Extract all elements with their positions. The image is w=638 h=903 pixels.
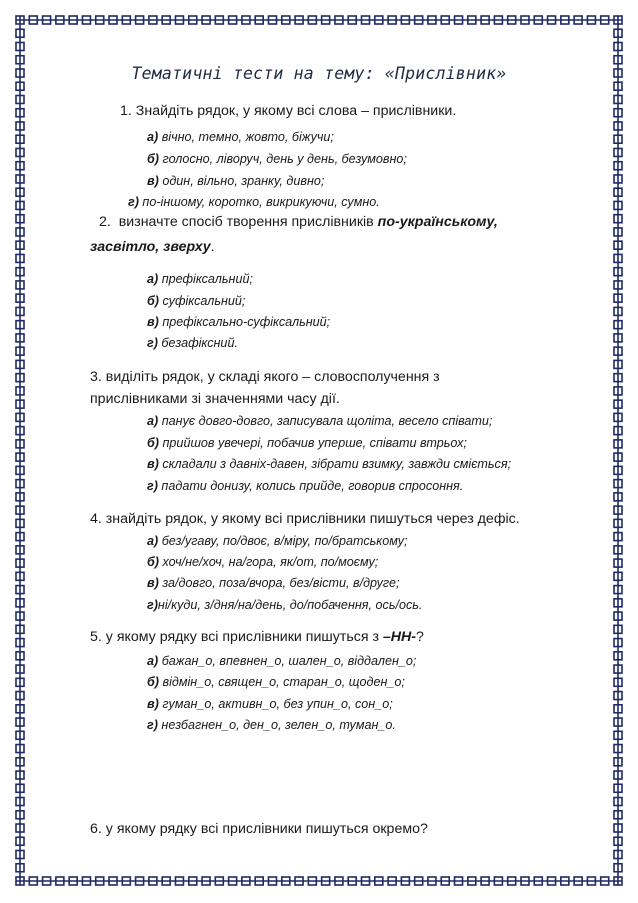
- option-letter: б): [147, 152, 159, 166]
- question-6: [90, 818, 428, 840]
- option-letter: г): [128, 195, 139, 209]
- option-text: панує довго-довго, записувала щоліта, весело співати;: [161, 414, 493, 428]
- option-4a: [147, 532, 408, 550]
- option-2a: [147, 270, 253, 288]
- option-text: прийшов увечері, побачив уперше, співати втрьох;: [162, 436, 467, 450]
- option-letter: г): [147, 718, 158, 732]
- option-letter: г): [147, 336, 158, 350]
- option-3a: [147, 412, 492, 430]
- option-letter: а): [147, 654, 159, 668]
- question-1: [120, 100, 456, 122]
- question-number: 6.: [90, 821, 102, 837]
- option-text: префіксально-суфіксальний;: [162, 315, 331, 329]
- question-text: визначте спосіб творення прислівників: [118, 214, 374, 230]
- option-text: складали з давніх-давен, зібрати взимку, завжди сміється;: [162, 457, 512, 471]
- option-5b: [147, 673, 405, 691]
- option-1a: [147, 128, 334, 146]
- question-end: ?: [416, 629, 424, 645]
- question-number: 1.: [120, 103, 132, 119]
- option-letter: а): [147, 130, 159, 144]
- option-letter: б): [147, 555, 159, 569]
- option-1c: [147, 172, 324, 190]
- question-number: 4.: [90, 511, 102, 527]
- option-5a: [147, 652, 416, 670]
- option-letter: а): [147, 272, 159, 286]
- question-highlight: –НН-: [382, 629, 417, 645]
- question-text: у якому рядку всі прислівники пишуться окремо?: [105, 821, 428, 837]
- option-text: хоч/не/хоч, на/гора, як/от, по/моєму;: [162, 555, 379, 569]
- option-4c: [147, 574, 400, 592]
- option-text: безафіксний.: [161, 336, 238, 350]
- option-letter: в): [147, 315, 159, 329]
- question-5: [90, 626, 424, 648]
- option-3c: [147, 455, 511, 473]
- question-highlight: по-українському,: [377, 214, 498, 230]
- question-3-line2: [90, 388, 340, 410]
- option-2b: [147, 292, 245, 310]
- question-end: .: [210, 239, 215, 255]
- question-number: 3.: [90, 369, 102, 385]
- option-letter: а): [147, 414, 159, 428]
- question-2-line2: [90, 236, 215, 258]
- option-text: падати донизу, колись прийде, говорив спросоння.: [161, 479, 464, 493]
- option-5d: [147, 716, 396, 734]
- question-text: знайдіть рядок, у якому всі прислівники пишуться через дефіс.: [105, 511, 520, 527]
- option-letter: в): [147, 697, 159, 711]
- option-letter: б): [147, 294, 159, 308]
- option-text: бажан_о, впевнен_о, шален_о, віддален_о;: [161, 654, 417, 668]
- option-letter: в): [147, 457, 159, 471]
- option-text: голосно, ліворуч, день у день, безумовно;: [162, 152, 407, 166]
- option-3b: [147, 434, 467, 452]
- option-3d: [147, 477, 463, 495]
- question-2: [99, 211, 498, 233]
- option-text: без/угаву, по/двоє, в/міру, по/братському;: [161, 534, 408, 548]
- page-title: Тематичні тести на тему: «Прислівник»: [131, 64, 507, 83]
- option-2d: [147, 334, 238, 352]
- question-text-2: прислівниками зі значеннями часу дії.: [90, 391, 340, 407]
- option-text: один, вільно, зранку, дивно;: [162, 174, 325, 188]
- option-text: за/довго, поза/вчора, без/вісти, в/друге;: [162, 576, 400, 590]
- option-letter: в): [147, 576, 159, 590]
- question-text: виділіть рядок, у складі якого – словосполучення з: [105, 369, 440, 385]
- option-text: ні/куди, з/дня/на/день, до/побачення, ось/ось.: [157, 598, 423, 612]
- option-5c: [147, 695, 393, 713]
- option-text: відмін_о, священ_о, старан_о, щоден_о;: [162, 675, 405, 689]
- question-highlight-2: засвітло, зверху: [90, 239, 211, 255]
- option-text: гуман_о, активн_о, без упин_о, сон_о;: [162, 697, 393, 711]
- option-text: префіксальний;: [161, 272, 253, 286]
- option-1b: [147, 150, 407, 168]
- question-number: 2.: [99, 214, 111, 230]
- question-text: у якому рядку всі прислівники пишуться з: [105, 629, 379, 645]
- option-4b: [147, 553, 378, 571]
- option-text: вічно, темно, жовто, біжучи;: [161, 130, 334, 144]
- option-text: по-іншому, коротко, викрикуючи, сумно.: [142, 195, 380, 209]
- question-4: [90, 508, 520, 530]
- question-text: Знайдіть рядок, у якому всі слова – прислівники.: [135, 103, 457, 119]
- option-letter: а): [147, 534, 159, 548]
- option-1d: [128, 193, 380, 211]
- option-2c: [147, 313, 330, 331]
- option-text: суфіксальний;: [162, 294, 246, 308]
- option-text: незбагнен_о, ден_о, зелен_о, туман_о.: [161, 718, 396, 732]
- option-letter: г): [147, 598, 158, 612]
- option-letter: б): [147, 675, 159, 689]
- option-4d: [147, 596, 422, 614]
- question-3: [90, 366, 440, 388]
- question-number: 5.: [90, 629, 102, 645]
- option-letter: б): [147, 436, 159, 450]
- option-letter: в): [147, 174, 159, 188]
- option-letter: г): [147, 479, 158, 493]
